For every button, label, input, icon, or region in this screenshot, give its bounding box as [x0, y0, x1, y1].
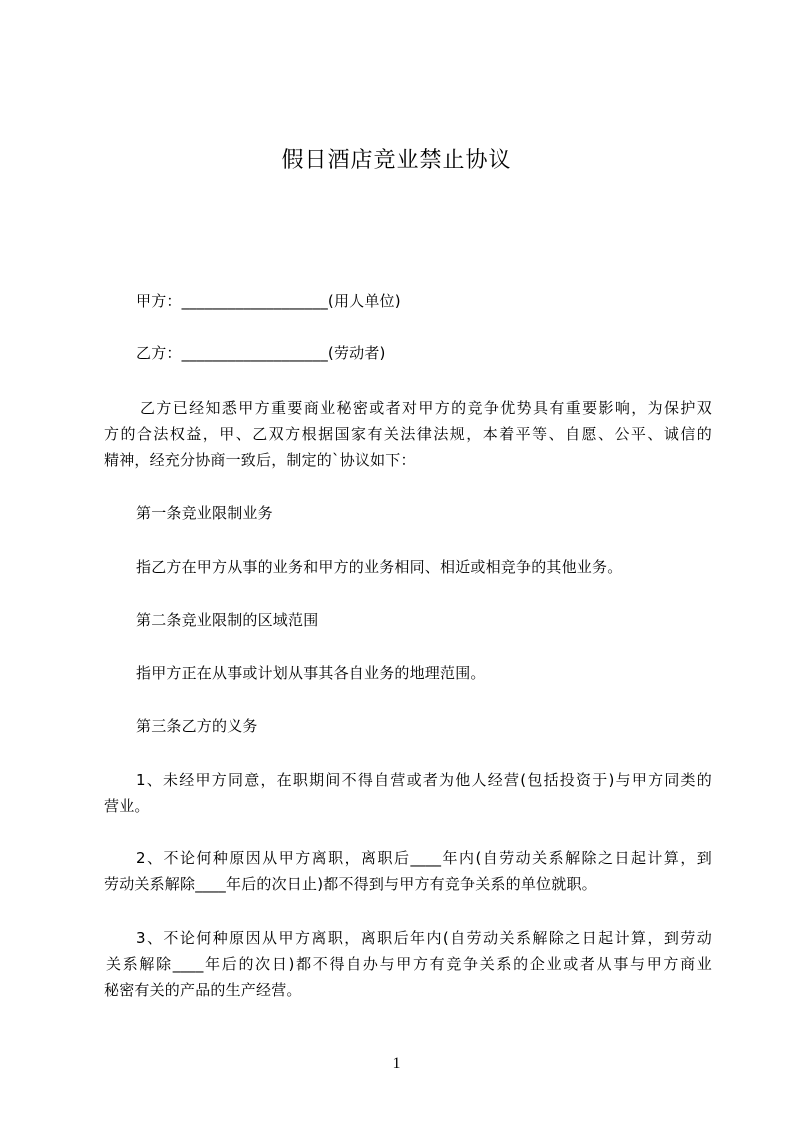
item-3-line: 3、不论何种原因从甲方离职，离职后年内(自劳动关系解除之日起计算，到劳动: [136, 929, 712, 947]
page-number: 1: [392, 1055, 401, 1072]
party-a-line: 甲方：___________________(用人单位): [136, 292, 401, 310]
item-3-line: 秘密有关的产品的生产经营。: [104, 981, 302, 999]
item-2-line: 2、不论何种原因从甲方离职，离职后____年内(自劳动关系解除之日起计算，到: [136, 849, 712, 867]
preamble-line: 精神，经充分协商一致后，制定的`协议如下：: [104, 451, 416, 469]
preamble-line: 方的合法权益，甲、乙双方根据国家有关法律法规，本着平等、自愿、公平、诚信的: [104, 425, 712, 443]
article-1-body: 指乙方在甲方从事的业务和甲方的业务相同、相近或相竞争的其他业务。: [136, 558, 623, 576]
item-3-line: 关系解除____年后的次日)都不得自办与甲方有竞争关系的企业或者从事与甲方商业: [106, 955, 712, 973]
item-2-line: 劳动关系解除____年后的次日止)都不得到与甲方有竞争关系的单位就职。: [104, 875, 597, 893]
item-1-line: 1、未经甲方同意，在职期间不得自营或者为他人经营(包括投资于)与甲方同类的: [136, 771, 712, 789]
article-3-title: 第三条乙方的义务: [136, 717, 258, 735]
item-1-line: 营业。: [104, 797, 150, 815]
preamble-line: 乙方已经知悉甲方重要商业秘密或者对甲方的竞争优势具有重要影响，为保护双: [140, 399, 712, 417]
party-b-line: 乙方：___________________(劳动者): [136, 344, 386, 362]
document-title: 假日酒店竞业禁止协议: [281, 148, 512, 173]
article-1-title: 第一条竞业限制业务: [136, 504, 273, 522]
article-2-body: 指甲方正在从事或计划从事其各自业务的地理范围。: [136, 664, 486, 682]
article-2-title: 第二条竞业限制的区域范围: [136, 611, 319, 629]
